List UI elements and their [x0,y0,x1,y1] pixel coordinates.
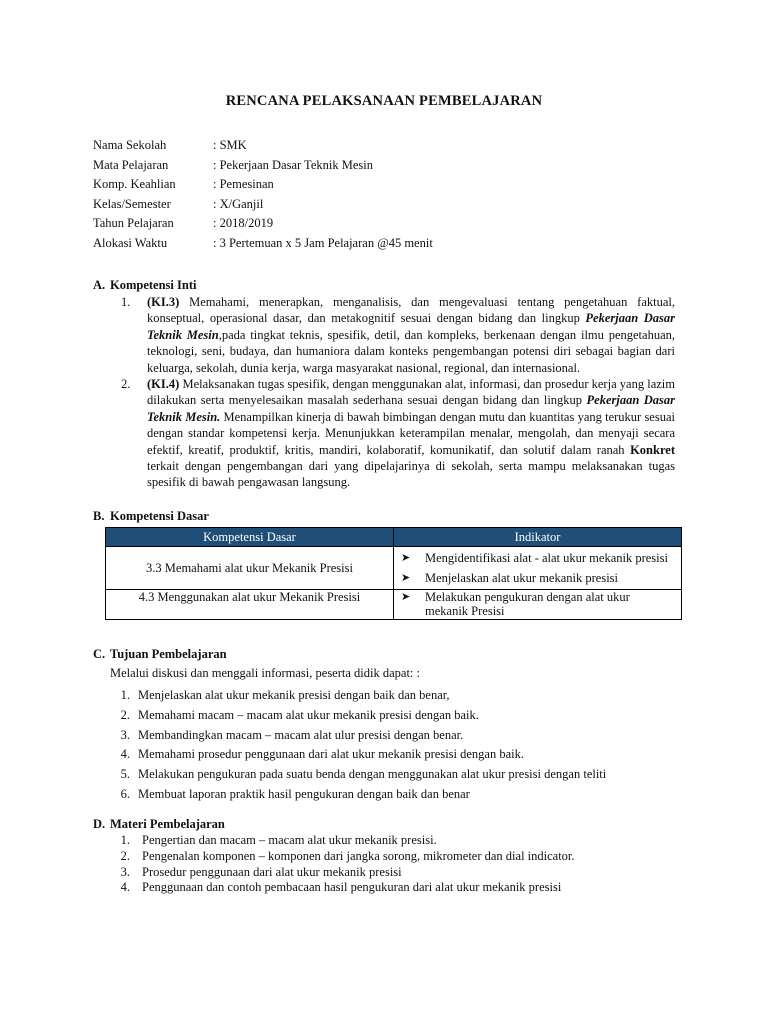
table-cell [394,547,682,590]
list-number: 2. [120,707,130,722]
info-row [93,175,433,195]
list-item [110,785,606,805]
section-letter: C. [93,647,106,661]
arrow-bullet-icon: ➤ [401,591,411,603]
list-item [110,833,575,849]
list-text: Penggunaan dan contoh pembacaan hasil pengukuran dari alat ukur mekanik presisi [142,880,562,895]
section-title: Kompetensi Inti [110,278,197,292]
arrow-bullet-icon: ➤ [401,552,411,564]
info-row [93,156,433,176]
ki-code: (KI.4) [147,377,180,392]
table-row [106,547,682,590]
list-text: (KI.4) Melaksanakan tugas spesifik, dengan menggunakan alat, informasi, dan prosedur kerja yang lazim dilakukan serta menyelesaikan masalah sederhana sesuai dengan bidang dan lingkup Pekerjaan Dasar Teknik Mesin. Menampilkan kinerja di bawah bimbingan dengan mutu dan kuantitas yang terukur sesuai dengan standar kompetensi kerja. Menunjukkan keterampilan menalar, mengolah, dan menyaji secara efektif, kreatif, produktif, kritis, mandiri, kolaboratif, komunikatif, dan solutif dalam ranah Konkret terkait dengan pengembangan dari yang dipelajarinya di sekolah, serta mampu melaksanakan tugas spesifik di bawah pengawasan langsung. [147,377,675,490]
table-cell: 3.3 Memahami alat ukur Mekanik Presisi [106,547,394,590]
section-heading-a [93,278,196,293]
list-item [93,376,675,491]
table-cell [394,590,682,620]
document-title: RENCANA PELAKSANAAN PEMBELAJARAN [225,93,543,109]
list-text: Memahami prosedur penggunaan dari alat ukur mekanik presisi dengan baik. [138,747,524,762]
info-row [93,214,433,234]
kompetensi-inti-list [93,294,675,491]
list-item [110,706,606,726]
list-text: Pengertian dan macam – macam alat ukur mekanik presisi. [142,833,437,847]
info-value: : Pemesinan [213,177,274,192]
list-number: 3. [120,864,130,879]
list-text: Membuat laporan praktik hasil pengukuran dengan baik dan benar [138,786,470,801]
list-number: 2. [121,377,131,392]
school-info [93,136,433,254]
info-label: Nama Sekolah [93,138,167,152]
list-item [110,726,606,746]
list-item [110,880,575,896]
ki-code: (KI.3) [147,295,180,309]
info-label: Alokasi Waktu [93,235,168,250]
section-heading-b [93,509,209,524]
info-value: : Pekerjaan Dasar Teknik Mesin [213,157,373,172]
section-heading-d [93,817,225,832]
info-value: : SMK [213,138,247,152]
list-text: Menjelaskan alat ukur mekanik presisi dengan baik dan benar, [138,688,450,702]
list-text: Prosedur penggunaan dari alat ukur mekanik presisi [142,864,402,879]
section-title: Kompetensi Dasar [110,509,209,523]
info-label: Kelas/Semester [93,196,171,211]
section-title: Materi Pembelajaran [110,817,225,831]
list-item [110,745,606,765]
list-item [110,686,606,706]
list-text: Pengenalan komponen – komponen dari jangka sorong, mikrometer dan dial indicator. [142,848,575,863]
section-letter: B. [93,509,105,523]
section-heading-c [93,647,227,662]
list-item [93,294,675,376]
table-header-cell: Indikator [394,528,682,547]
section-letter: A. [93,278,106,292]
list-item [110,865,575,881]
list-number: 6. [120,786,130,801]
ki-emphasis: Pekerjaan Dasar Teknik Mesin. [147,393,675,424]
arrow-bullet-icon: ➤ [401,572,411,584]
ki-emphasis: Pekerjaan Dasar Teknik Mesin [147,311,676,342]
indicator-line: ➤ Melakukan pengukuran dengan alat ukur mekanik Presisi [401,590,630,618]
list-number: 1. [121,295,131,309]
list-item [110,849,575,865]
list-number: 4. [120,880,130,895]
list-text: Membandingkan macam – macam alat ulur presisi dengan benar. [138,727,464,742]
table-header-row [106,528,682,547]
section-title: Tujuan Pembelajaran [110,647,227,661]
kompetensi-dasar-table [105,527,682,620]
list-text: (KI.3) Memahami, menerapkan, menganalisis, dan mengevaluasi tentang pengetahuan faktual, konseptual, operasional dasar, dan metakognitif sesuai dengan bidang dan lingkup Pekerjaan Dasar Teknik Mesin,pada tingkat teknis, spesifik, detil, dan kompleks, berkenaan dengan ilmu pengetahuan, teknologi, seni, budaya, dan humaniora dalam konteks pengembangan potensi diri sebagai bagian dari keluarga, sekolah, dunia kerja, warga masyarakat nasional, regional, dan internasional. [147,295,676,375]
materi-list [110,833,575,896]
ki-bold-word: Konkret [630,442,675,457]
info-row [93,234,433,254]
list-number: 1. [120,833,130,847]
table-cell: 4.3 Menggunakan alat ukur Mekanik Presisi [106,590,394,620]
info-value: : X/Ganjil [213,196,264,211]
info-value: : 3 Pertemuan x 5 Jam Pelajaran @45 menit [213,235,433,250]
table-row [106,590,682,620]
list-number: 1. [120,688,130,702]
info-label: Mata Pelajaran [93,157,169,172]
indicator-line: ➤ Menjelaskan alat ukur mekanik presisi [401,571,618,585]
info-label: Tahun Pelajaran [93,216,174,231]
list-item [110,765,606,785]
list-number: 2. [120,848,130,863]
info-row [93,136,433,156]
list-text: Melakukan pengukuran pada suatu benda dengan menggunakan alat ukur presisi dengan teliti [138,767,607,782]
list-text: Memahami macam – macam alat ukur mekanik presisi dengan baik. [138,707,479,722]
tujuan-intro: Melalui diskusi dan menggali informasi, peserta didik dapat: : [110,666,421,680]
list-number: 4. [120,747,130,762]
section-letter: D. [93,817,106,831]
list-number: 3. [120,727,130,742]
list-number: 5. [120,767,130,782]
table-header-cell: Kompetensi Dasar [106,528,394,547]
info-label: Komp. Keahlian [93,177,176,192]
info-value: : 2018/2019 [213,216,274,231]
info-row [93,195,433,215]
indicator-line: ➤ Mengidentifikasi alat - alat ukur mekanik presisi [401,551,668,565]
tujuan-list [110,686,606,805]
